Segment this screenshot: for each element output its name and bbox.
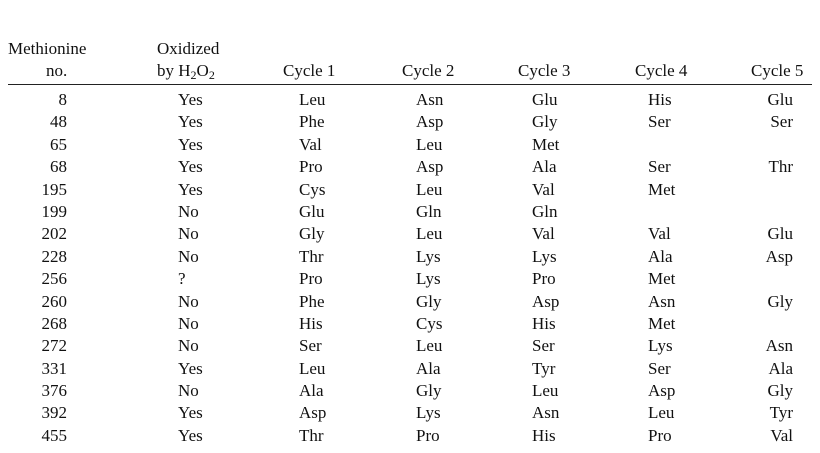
cell-cycle-1: His <box>299 313 323 333</box>
cell-methionine-no: 202 <box>41 224 67 244</box>
cell-cycle-2: Lys <box>416 269 441 289</box>
cell-oxidized: Yes <box>178 425 203 445</box>
cell-cycle-4: Leu <box>648 403 675 423</box>
table-row <box>0 89 820 111</box>
cell-cycle-3: Ala <box>532 157 557 177</box>
header-methionine-no <box>8 38 86 82</box>
cell-cycle-1: Leu <box>299 90 326 109</box>
cell-cycle-3: Tyr <box>532 358 556 378</box>
cell-cycle-4: Ala <box>648 246 673 266</box>
cell-cycle-2: Lys <box>416 403 441 423</box>
cell-cycle-5: Thr <box>768 157 793 177</box>
header-oxidized-sub2: 2 <box>208 68 215 82</box>
cell-cycle-2: Pro <box>416 425 440 445</box>
header-methionine-line2: no. <box>46 61 68 80</box>
header-oxidized-line2 <box>157 60 219 82</box>
cell-cycle-5: Tyr <box>769 403 793 423</box>
table-row <box>0 134 820 156</box>
header-cycle-1: Cycle 1 <box>283 61 336 80</box>
cell-cycle-4: Met <box>648 313 676 333</box>
header-oxidized <box>157 38 219 82</box>
cell-cycle-5: Val <box>770 425 793 445</box>
cell-cycle-4: Val <box>648 224 671 244</box>
cell-oxidized: Yes <box>178 358 203 378</box>
cell-cycle-5: Gly <box>767 381 793 401</box>
header-cycle-5: Cycle 5 <box>751 61 804 80</box>
cell-oxidized: No <box>178 246 199 266</box>
cell-oxidized: No <box>178 313 199 333</box>
table-row <box>0 335 820 357</box>
cell-cycle-5: Asn <box>765 336 793 356</box>
table-row <box>0 380 820 402</box>
cell-cycle-3: Gly <box>532 112 558 132</box>
cell-cycle-4: Lys <box>648 336 673 356</box>
cell-cycle-1: Thr <box>299 425 324 445</box>
header-cycle-2: Cycle 2 <box>402 61 455 80</box>
cell-cycle-5: Glu <box>767 224 793 244</box>
cell-cycle-5: Ser <box>770 112 793 132</box>
header-cycle-4: Cycle 4 <box>635 61 688 80</box>
table-row <box>0 246 820 268</box>
cell-oxidized: No <box>178 291 199 311</box>
cell-oxidized: Yes <box>178 90 203 109</box>
table-row <box>0 111 820 133</box>
cell-cycle-1: Val <box>299 134 322 154</box>
cell-oxidized: Yes <box>178 112 203 132</box>
cell-methionine-no: 376 <box>41 381 67 401</box>
cell-cycle-3: Lys <box>532 246 557 266</box>
cell-oxidized: ? <box>178 269 186 289</box>
table-row <box>0 268 820 290</box>
cell-cycle-2: Asp <box>416 157 444 177</box>
cell-methionine-no: 8 <box>58 90 67 109</box>
cell-oxidized: No <box>178 224 199 244</box>
cell-cycle-5: Ala <box>768 358 793 378</box>
cell-cycle-1: Pro <box>299 157 323 177</box>
table-row <box>0 425 820 447</box>
cell-cycle-3: Asp <box>532 291 560 311</box>
table-row <box>0 313 820 335</box>
header-rule <box>8 84 812 85</box>
cell-cycle-2: Gly <box>416 291 442 311</box>
cell-cycle-1: Leu <box>299 358 326 378</box>
cell-cycle-4: Met <box>648 179 676 199</box>
cell-cycle-2: Leu <box>416 179 443 199</box>
cell-methionine-no: 228 <box>41 246 67 266</box>
table-row <box>0 223 820 245</box>
cell-cycle-3: Ser <box>532 336 555 356</box>
table-row <box>0 291 820 313</box>
cell-cycle-1: Gly <box>299 224 325 244</box>
cell-cycle-3: Gln <box>532 201 558 221</box>
cell-oxidized: No <box>178 336 199 356</box>
header-methionine-line1: Methionine <box>8 39 87 58</box>
cell-cycle-5: Asp <box>765 246 793 266</box>
cell-cycle-2: Asn <box>416 90 444 109</box>
cell-methionine-no: 260 <box>41 291 67 311</box>
cell-cycle-4: Asp <box>648 381 676 401</box>
cell-cycle-2: Leu <box>416 336 443 356</box>
cell-cycle-2: Gln <box>416 201 442 221</box>
header-oxidized-prefix: by H <box>157 61 191 80</box>
cell-cycle-1: Thr <box>299 246 324 266</box>
cell-methionine-no: 256 <box>41 269 67 289</box>
cell-cycle-3: His <box>532 425 556 445</box>
cell-oxidized: Yes <box>178 157 203 177</box>
cell-oxidized: Yes <box>178 403 203 423</box>
cell-oxidized: Yes <box>178 179 203 199</box>
cell-methionine-no: 65 <box>50 134 67 154</box>
cell-methionine-no: 272 <box>41 336 67 356</box>
cell-cycle-1: Glu <box>299 201 325 221</box>
cell-cycle-4: Ser <box>648 112 671 132</box>
cell-cycle-3: Val <box>532 224 555 244</box>
cell-cycle-2: Lys <box>416 246 441 266</box>
header-cycle-3: Cycle 3 <box>518 61 571 80</box>
cell-methionine-no: 48 <box>50 112 67 132</box>
table-row <box>0 156 820 178</box>
cell-cycle-3: Val <box>532 179 555 199</box>
cell-cycle-4: Ser <box>648 157 671 177</box>
cell-cycle-3: Asn <box>532 403 560 423</box>
cell-cycle-3: His <box>532 313 556 333</box>
cell-cycle-3: Leu <box>532 381 559 401</box>
cell-methionine-no: 268 <box>41 313 67 333</box>
cell-cycle-2: Leu <box>416 134 443 154</box>
table-row <box>0 201 820 223</box>
cell-cycle-4: His <box>648 90 672 109</box>
cell-cycle-2: Asp <box>416 112 444 132</box>
cell-cycle-2: Ala <box>416 358 441 378</box>
cell-cycle-5: Gly <box>767 291 793 311</box>
table-row <box>0 402 820 424</box>
cell-methionine-no: 331 <box>41 358 67 378</box>
header-oxidized-line1: Oxidized <box>157 39 220 58</box>
cell-methionine-no: 392 <box>41 403 67 423</box>
cell-cycle-1: Ser <box>299 336 322 356</box>
cell-oxidized: No <box>178 201 199 221</box>
cell-cycle-1: Asp <box>299 403 327 423</box>
cell-cycle-1: Phe <box>299 291 325 311</box>
table-row <box>0 179 820 201</box>
cell-methionine-no: 199 <box>41 201 67 221</box>
cell-methionine-no: 195 <box>41 179 67 199</box>
cell-cycle-3: Met <box>532 134 560 154</box>
cell-cycle-1: Phe <box>299 112 325 132</box>
cell-cycle-1: Cys <box>299 179 326 199</box>
cell-oxidized: No <box>178 381 199 401</box>
cell-methionine-no: 68 <box>50 157 67 177</box>
cell-cycle-4: Pro <box>648 425 672 445</box>
cell-cycle-4: Asn <box>648 291 676 311</box>
cell-oxidized: Yes <box>178 134 203 154</box>
cell-cycle-2: Cys <box>416 313 443 333</box>
cell-methionine-no: 455 <box>41 425 67 445</box>
header-oxidized-mid: O <box>196 61 209 80</box>
table-row <box>0 358 820 380</box>
cell-cycle-1: Pro <box>299 269 323 289</box>
header-oxidized-sub1: 2 <box>190 68 197 82</box>
cell-cycle-3: Glu <box>532 90 558 109</box>
table-body <box>0 89 820 447</box>
cell-cycle-5: Glu <box>767 90 793 109</box>
cell-cycle-1: Ala <box>299 381 324 401</box>
cell-cycle-2: Gly <box>416 381 442 401</box>
cell-cycle-3: Pro <box>532 269 556 289</box>
cell-cycle-4: Met <box>648 269 676 289</box>
cell-cycle-2: Leu <box>416 224 443 244</box>
cell-cycle-4: Ser <box>648 358 671 378</box>
